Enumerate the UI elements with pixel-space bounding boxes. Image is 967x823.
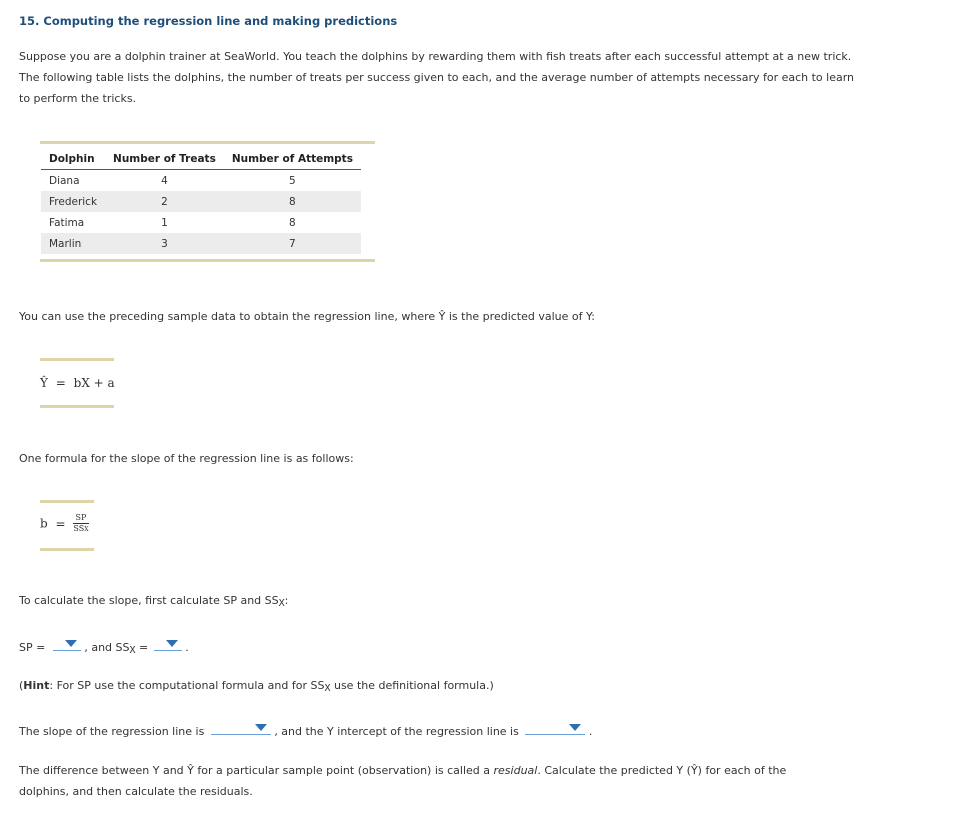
table-bottom-rule [40,259,375,262]
calc-instruction: To calculate the slope, first calculate SP and SSX: [19,594,289,609]
col-header-attempts: Number of Attempts [224,148,361,170]
cell-treats: 3 [105,233,224,254]
intercept-prompt: , and the Y intercept of the regression line is [274,725,519,738]
table-row [41,233,361,254]
cell-dolphin: Frederick [41,191,105,212]
table-row [41,170,361,192]
slope-eq-bottom-rule [40,548,94,551]
table-header-row [41,148,361,170]
residual-paragraph: The difference between Y and Ŷ for a particular sample point (observation) is called a residual. Calculate the predicted Y (Ŷ) for each of the dolphins, and then calculate the residuals. [19,764,787,798]
cell-dolphin: Marlin [41,233,105,254]
cell-attempts: 5 [289,174,296,187]
slope-intercept-line: The slope of the regression line is , and the Y intercept of the regression line is . [19,721,592,738]
sp-label: SP = [19,641,46,654]
regression-eq-bottom-rule [40,405,114,408]
eq-lhs: Ŷ [40,376,48,390]
slope-lhs: b [40,516,48,531]
cell-attempts: 8 [224,191,361,212]
eq-rhs: bX + a [73,376,115,390]
col-header-treats: Number of Treats [105,148,224,170]
ssx-dropdown[interactable] [154,637,182,651]
slope-dropdown[interactable] [211,721,271,735]
chevron-down-icon [255,724,267,731]
slope-equals: = [55,516,66,531]
regression-intro: You can use the preceding sample data to obtain the regression line, where Ŷ is the predicted value of Y: [19,310,595,323]
cell-attempts: 7 [224,233,361,254]
sp-dropdown[interactable] [53,637,81,651]
slope-eq-top-rule [40,500,94,503]
question-title: 15. Computing the regression line and making predictions [19,14,398,28]
fraction-numerator: SP [73,513,88,524]
chevron-down-icon [166,640,178,647]
hint-text: (Hint: For SP use the computational formula and for SSX use the definitional formula.) [19,679,494,694]
cell-dolphin: Fatima [49,216,85,229]
table-top-rule [40,141,375,144]
cell-dolphin: Diana [49,174,80,187]
cell-treats: 4 [161,174,168,187]
cell-treats: 1 [161,216,168,229]
slope-fraction [73,513,88,535]
slope-intro: One formula for the slope of the regression line is as follows: [19,452,354,465]
cell-treats: 2 [105,191,224,212]
eq-equals: = [55,376,66,390]
intro-paragraph: Suppose you are a dolphin trainer at SeaWorld. You teach the dolphins by rewarding them with fish treats after each successful attempt at a new trick. The following table lists the dolphins, the number of treats per success given to each, and the average number of attempts necessary for each to learn to perform the tricks. [19,50,855,105]
table-row [41,212,361,233]
regression-equation [40,376,115,390]
table-row [41,191,361,212]
chevron-down-icon [569,724,581,731]
sp-ssx-answer-line: SP = , and SSX = . [19,637,189,656]
slope-prompt: The slope of the regression line is [19,725,205,738]
col-header-dolphin: Dolphin [41,148,105,170]
cell-attempts: 8 [289,216,296,229]
intercept-dropdown[interactable] [525,721,585,735]
dolphin-table [41,148,361,254]
regression-eq-top-rule [40,358,114,361]
chevron-down-icon [65,640,77,647]
ssx-label: , and SSX = [84,641,149,656]
fraction-denominator: SSX [73,524,89,533]
slope-equation [40,513,89,535]
